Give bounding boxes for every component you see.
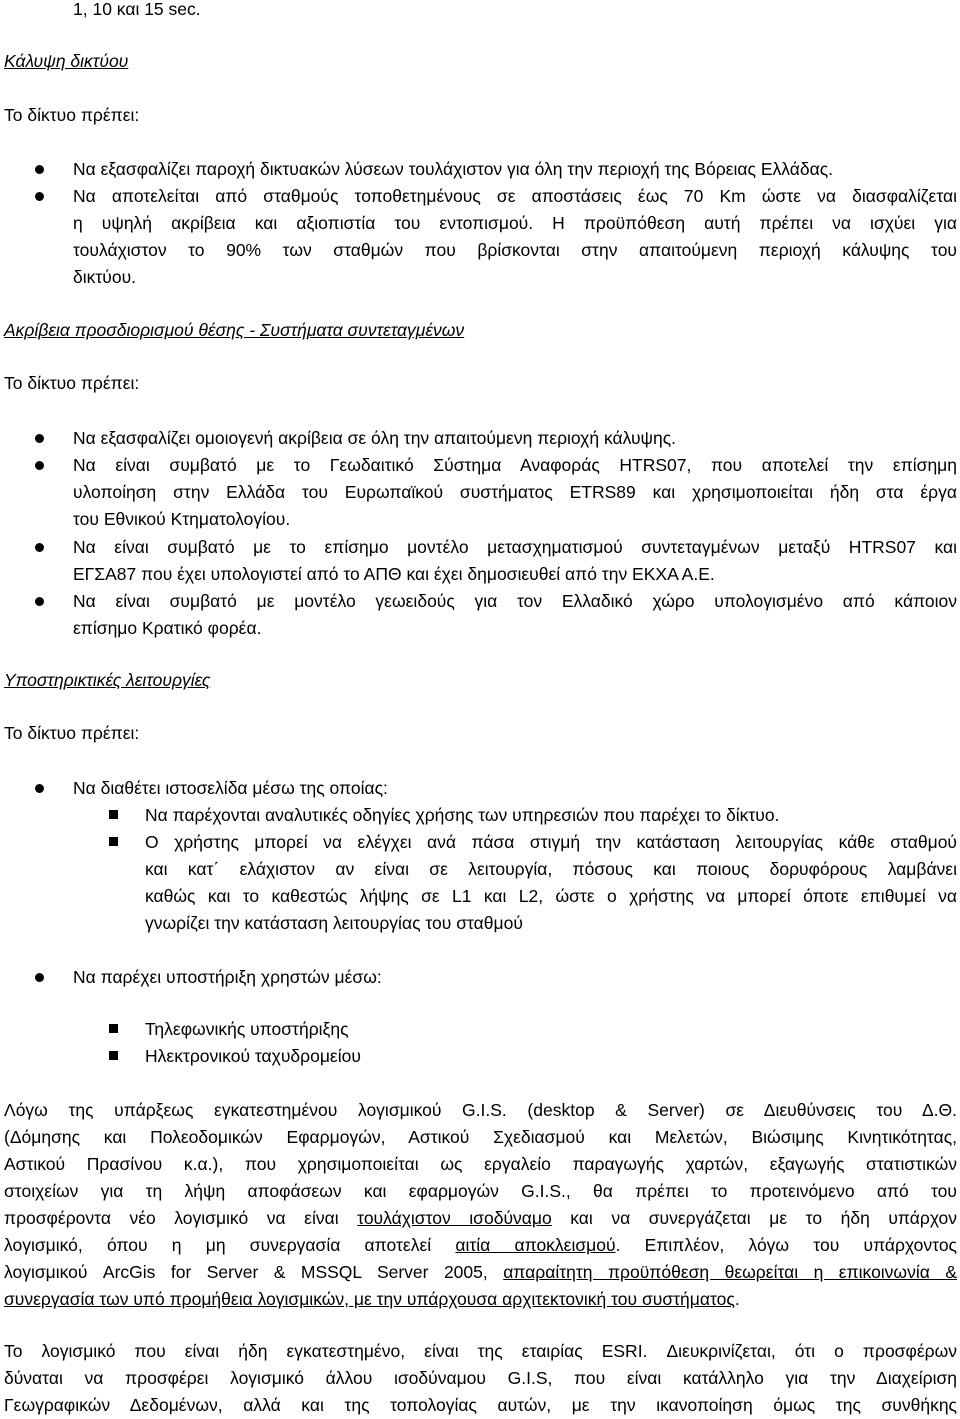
- paragraph-line: Το λογισμικό που είναι ήδη εγκατεστημένο, είναι της εταιρίας ESRI. Διευκρινίζεται, ότι ο προσφέρων: [4, 1341, 957, 1361]
- list-item: Να εξασφαλίζει ομοιογενή ακρίβεια σε όλη την απαιτούμενη περιοχή κάλυψης.: [73, 428, 677, 448]
- underlined-text: συνεργασία των υπό προμήθεια λογισμικών, με την υπάρχουσα αρχιτεκτονική του συστήματος: [4, 1289, 735, 1309]
- sub-list-item-line: γνωρίζει την κατάσταση λειτουργίας του σταθμού: [145, 913, 523, 933]
- list-item-line: του Εθνικού Κτηματολογίου.: [73, 509, 291, 529]
- bullet-icon: [35, 597, 44, 606]
- list-item-line: Να αποτελείται από σταθμούς τοποθετημένους σε αποστάσεις έως 70 Km ώστε να διασφαλίζεται: [73, 186, 957, 206]
- bullet-icon: [35, 434, 44, 443]
- list-item-line: Να είναι συμβατό με μοντέλο γεωειδούς για τον Ελλαδικό χώρο υπολογισμένο από κάποιον: [73, 591, 957, 611]
- sub-list-item-line: και κατ΄ ελάχιστον αν είναι σε λειτουργία, πόσους και ποιους δορυφόρους λαμβάνει: [145, 859, 957, 879]
- sub-list-item: Ηλεκτρονικού ταχυδρομείου: [145, 1046, 361, 1066]
- sub-list-item: Να παρέχονται αναλυτικές οδηγίες χρήσης των υπηρεσιών που παρέχει το δίκτυο.: [145, 805, 780, 825]
- list-item-line: τουλάχιστον το 90% των σταθμών που βρίσκονται στην απαιτούμενη περιοχή κάλυψης του: [73, 240, 957, 260]
- underlined-text: τουλάχιστον ισοδύναμο: [357, 1208, 552, 1228]
- text-segment: . Επιπλέον, λόγω του υπάρχοντος: [615, 1235, 957, 1255]
- underlined-text: απαραίτητη προϋπόθεση θεωρείται η επικοινωνία &: [503, 1262, 957, 1282]
- list-item-line: η υψηλή ακρίβεια και αξιοπιστία του εντοπισμού. Η προϋπόθεση αυτή πρέπει να ισχύει για: [73, 213, 957, 233]
- section-intro: Το δίκτυο πρέπει:: [4, 373, 140, 393]
- text-segment: .: [734, 1289, 740, 1309]
- sub-list-item-line: Ο χρήστης μπορεί να ελέγχει ανά πάσα στιγμή την κατάσταση λειτουργίας κάθε σταθμού: [145, 832, 957, 852]
- square-bullet-icon: [109, 810, 118, 819]
- section-heading-accuracy: Ακρίβεια προσδιορισμού θέσης - Συστήματα συντεταγμένων: [4, 320, 465, 340]
- section-intro: Το δίκτυο πρέπει:: [4, 723, 140, 743]
- paragraph-line: στοιχείων για τη λήψη αποφάσεων και εφαρμογών G.I.S., θα πρέπει το προτεινόμενο από του: [4, 1181, 957, 1201]
- bullet-icon: [35, 461, 44, 470]
- section-intro: Το δίκτυο πρέπει:: [4, 105, 140, 125]
- list-item-line: Να είναι συμβατό με το επίσημο μοντέλο μετασχηματισμού συντεταγμένων μεταξύ HTRS07 και: [73, 537, 957, 557]
- underlined-text: αιτία αποκλεισμού: [455, 1235, 616, 1255]
- list-item: Να διαθέτει ιστοσελίδα μέσω της οποίας:: [73, 778, 388, 798]
- list-item-line: Να είναι συμβατό με το Γεωδαιτικό Σύστημα Αναφοράς HTRS07, που αποτελεί την επίσημη: [73, 455, 957, 475]
- bullet-icon: [35, 543, 44, 552]
- square-bullet-icon: [109, 1024, 118, 1033]
- paragraph-line: [4, 1286, 740, 1313]
- square-bullet-icon: [109, 837, 118, 846]
- paragraph-line: Λόγω της υπάρξεως εγκατεστημένου λογισμικού G.I.S. (desktop & Server) σε Διευθύνσεις του Δ.Θ.: [4, 1100, 957, 1120]
- sub-list-item-line: καθώς και το καθεστώς λήψης σε L1 και L2, ώστε ο χρήστης να μπορεί όποτε επιθυμεί να: [145, 886, 957, 906]
- text-segment: προσφέροντα νέο λογισμικό να είναι: [4, 1208, 358, 1228]
- top-line: 1, 10 και 15 sec.: [73, 0, 201, 19]
- paragraph-line: [4, 1259, 957, 1286]
- sub-list-item: Τηλεφωνικής υποστήριξης: [145, 1019, 349, 1039]
- list-item: Να παρέχει υποστήριξη χρηστών μέσω:: [73, 967, 382, 987]
- list-item-line: επίσημο Κρατικό φορέα.: [73, 618, 262, 638]
- square-bullet-icon: [109, 1051, 118, 1060]
- bullet-icon: [35, 784, 44, 793]
- bullet-icon: [35, 165, 44, 174]
- paragraph-line: [4, 1205, 957, 1232]
- list-item-line: δικτύου.: [73, 267, 137, 287]
- bullet-icon: [35, 192, 44, 201]
- paragraph-line: Αστικού Πρασίνου κ.α.), που χρησιμοποιείται ως εργαλείο παραγωγής χαρτών, εξαγωγής στατιστικών: [4, 1154, 957, 1174]
- text-segment: λογισμικό, όπου η μη συνεργασία αποτελεί: [4, 1235, 456, 1255]
- text-segment: και να συνεργάζεται με το ήδη υπάρχον: [551, 1208, 958, 1228]
- bullet-icon: [35, 973, 44, 982]
- paragraph-line: Γεωγραφικών Δεδομένων, αλλά και της τοπολογίας αυτών, με την ικανοποίηση όμως της συνθήκης: [4, 1395, 957, 1415]
- paragraph-line: [4, 1232, 957, 1259]
- section-heading-support: Υποστηρικτικές λειτουργίες: [4, 670, 211, 690]
- text-segment: λογισμικού ArcGis for Server & MSSQL Server 2005,: [4, 1262, 504, 1282]
- list-item-line: ΕΓΣΑ87 που έχει υπολογιστεί από το ΑΠΘ και έχει δημοσιευθεί από την ΕΚΧΑ Α.Ε.: [73, 564, 715, 584]
- section-heading-coverage: Κάλυψη δικτύου: [4, 51, 129, 71]
- list-item-line: υλοποίηση στην Ελλάδα του Ευρωπαϊκού συστήματος ETRS89 και χρησιμοποιείται ήδη στα έργα: [73, 482, 957, 502]
- paragraph-line: δύναται να προσφέρει λογισμικό άλλου ισοδύναμου G.I.S, που είναι κατάλληλο για την Διαχείριση: [4, 1368, 957, 1388]
- list-item: Να εξασφαλίζει παροχή δικτυακών λύσεων τουλάχιστον για όλη την περιοχή της Βόρειας Ελλάδας.: [73, 159, 834, 179]
- paragraph-line: (Δόμησης και Πολεοδομικών Εφαρμογών, Αστικού Σχεδιασμού και Μελετών, Βιώσιμης Κινητικότητας,: [4, 1127, 957, 1147]
